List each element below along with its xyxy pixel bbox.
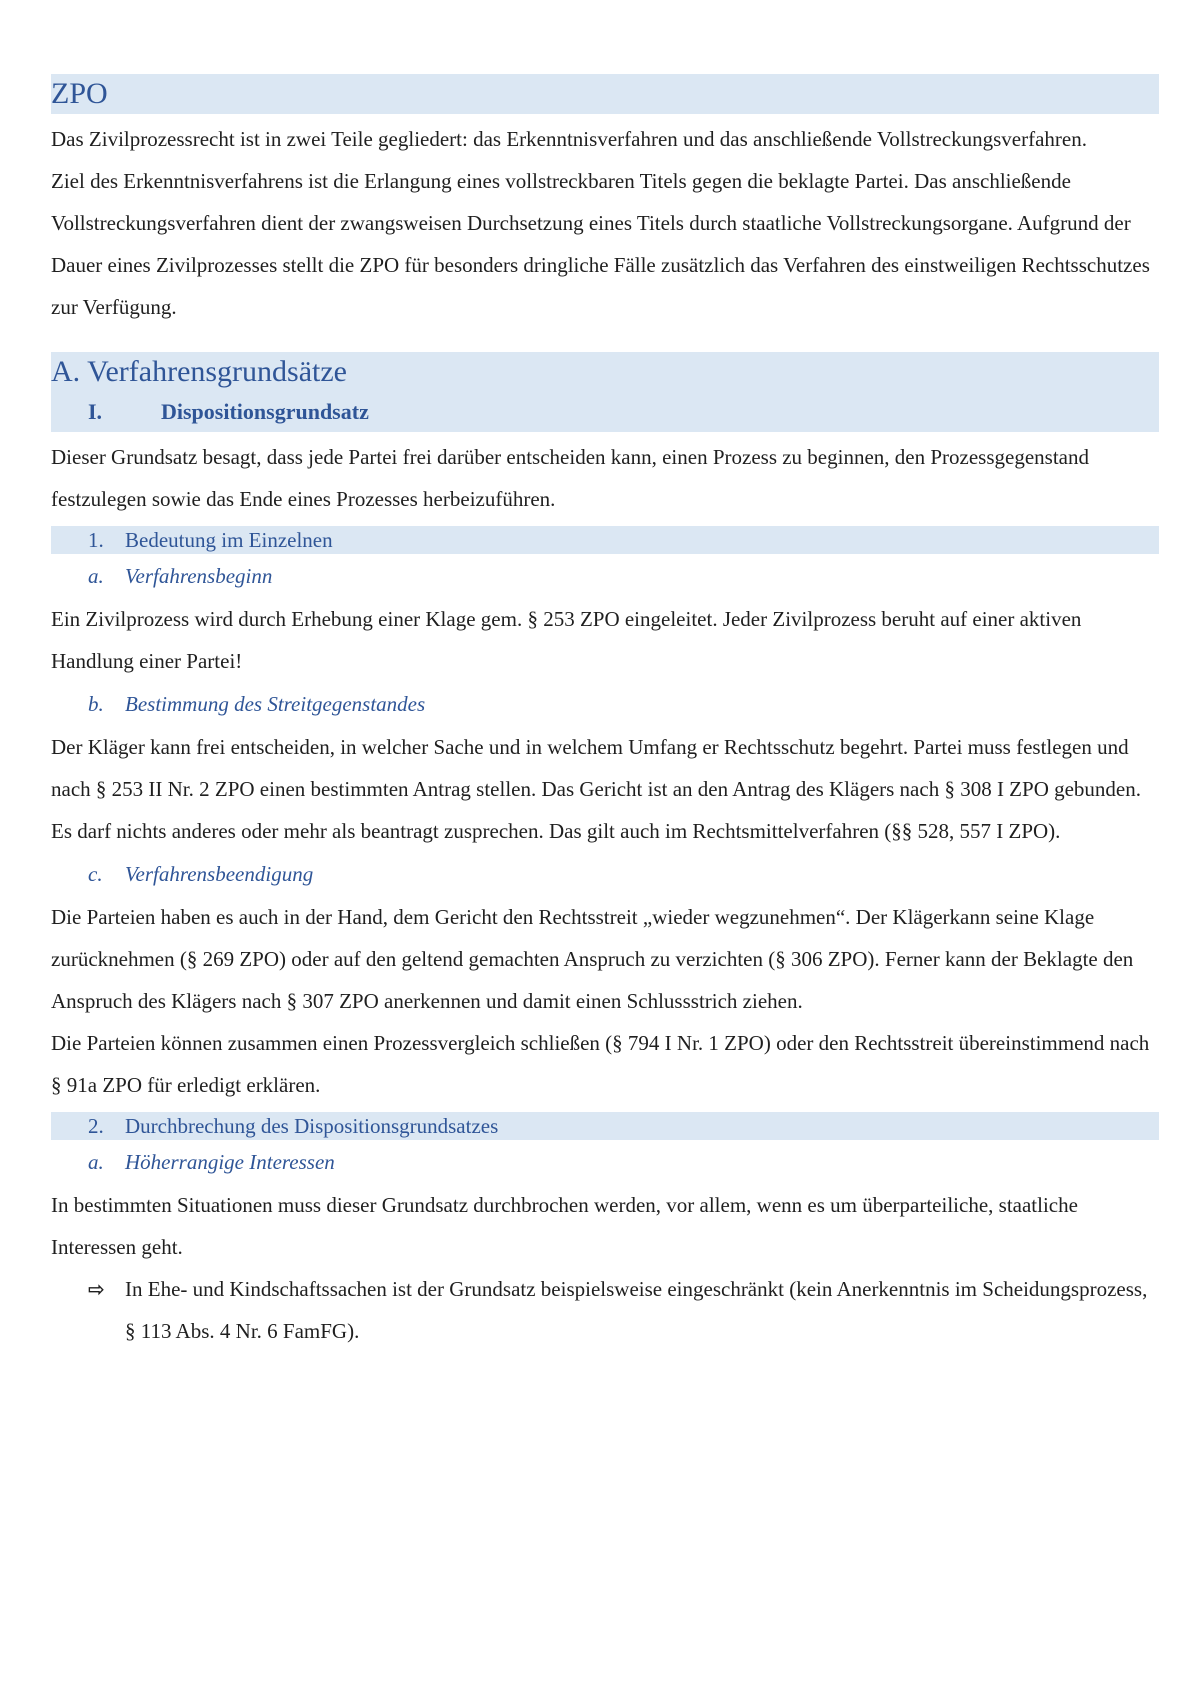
heading-text: Höherrangige Interessen bbox=[125, 1150, 335, 1174]
heading-number: b. bbox=[88, 692, 104, 716]
heading-dispositionsgrundsatz bbox=[51, 392, 1159, 432]
intro-paragraph-2: Ziel des Erkenntnisverfahrens ist die Erlangung eines vollstreckbaren Titels gegen die beklagte Partei. Das anschließende Vollstreckungsverfahren dient der zwangsweisen Durchsetzung eines Titels durch staatliche Vollstreckungsorgane. Aufgrund der Dauer eines Zivilprozesses stellt die ZPO für besonders dringliche Fälle zusätzlich das Verfahren des einstweiligen Rechtsschutzes zur Verfügung. bbox=[51, 169, 1150, 319]
bullet-text: In Ehe- und Kindschaftssachen ist der Grundsatz beispielsweise eingeschränkt (kein Anerkenntnis im Scheidungsprozess, § 113 Abs. 4 Nr. 6 FamFG). bbox=[125, 1277, 1148, 1343]
heading-durchbrechung bbox=[51, 1112, 1159, 1140]
verfahrensbeendigung-paragraph-1: Die Parteien haben es auch in der Hand, dem Gericht den Rechtsstreit „wieder wegzunehmen“. Der Klägerkann seine Klage zurücknehmen (§ 269 ZPO) oder auf den geltend gemachten Anspruch zu verzichten (§ 306 ZPO). Ferner kann der Beklagte den Anspruch des Klägers nach § 307 ZPO anerkennen und damit einen Schlussstrich ziehen. bbox=[51, 905, 1134, 1013]
heading-zpo: ZPO bbox=[51, 74, 1159, 114]
heading-number: a. bbox=[88, 564, 104, 588]
heading-number: c. bbox=[88, 862, 103, 886]
heading-number: a. bbox=[88, 1150, 104, 1174]
heading-text: Verfahrensbeginn bbox=[125, 564, 273, 588]
verfahrensbeendigung-paragraph-2: Die Parteien können zusammen einen Prozessvergleich schließen (§ 794 I Nr. 1 ZPO) oder den Rechtsstreit übereinstimmend nach § 91a ZPO für erledigt erklären. bbox=[51, 1031, 1150, 1097]
heading-verfahrensbeginn bbox=[51, 554, 1159, 598]
heading-text: Bedeutung im Einzelnen bbox=[125, 528, 333, 552]
heading-number: 1. bbox=[88, 528, 104, 552]
hoeherrangige-interessen-paragraph: In bestimmten Situationen muss dieser Grundsatz durchbrochen werden, vor allem, wenn es um überparteiliche, staatliche Interessen geht. bbox=[51, 1193, 1078, 1259]
heading-text: Bestimmung des Streitgegenstandes bbox=[125, 692, 426, 716]
heading-text: Durchbrechung des Dispositionsgrundsatzes bbox=[125, 1114, 499, 1138]
arrow-right-icon: ⇨ bbox=[88, 1277, 105, 1301]
heading-verfahrensgrundsaetze: A. Verfahrensgrundsätze bbox=[51, 352, 1159, 392]
heading-number: I. bbox=[88, 399, 103, 424]
dispositionsgrundsatz-paragraph: Dieser Grundsatz besagt, dass jede Partei frei darüber entscheiden kann, einen Prozess zu beginnen, den Prozessgegenstand festzulegen sowie das Ende eines Prozesses herbeizuführen. bbox=[51, 445, 1089, 511]
verfahrensbeginn-paragraph: Ein Zivilprozess wird durch Erhebung einer Klage gem. § 253 ZPO eingeleitet. Jeder Zivilprozess beruht auf einer aktiven Handlung einer Partei! bbox=[51, 607, 1082, 673]
heading-verfahrensbeendigung bbox=[51, 852, 1159, 896]
intro-paragraph-1: Das Zivilprozessrecht ist in zwei Teile gegliedert: das Erkenntnisverfahren und das anschließende Vollstreckungsverfahren. bbox=[51, 127, 1087, 151]
document-page bbox=[51, 74, 1159, 1352]
bullet-item bbox=[51, 1268, 1159, 1352]
streitgegenstand-paragraph: Der Kläger kann frei entscheiden, in welcher Sache und in welchem Umfang er Rechtsschutz begehrt. Partei muss festlegen und nach § 253 II Nr. 2 ZPO einen bestimmten Antrag stellen. Das Gericht ist an den Antrag des Klägers nach § 308 I ZPO gebunden. Es darf nichts anderes oder mehr als beantragt zusprechen. Das gilt auch im Rechtsmittelverfahren (§§ 528, 557 I ZPO). bbox=[51, 735, 1142, 843]
heading-text: Verfahrensbeendigung bbox=[125, 862, 314, 886]
heading-hoeherrangige-interessen bbox=[51, 1140, 1159, 1184]
heading-streitgegenstand bbox=[51, 682, 1159, 726]
heading-text: Dispositionsgrundsatz bbox=[161, 399, 369, 424]
heading-number: 2. bbox=[88, 1114, 104, 1138]
heading-bedeutung-im-einzelnen bbox=[51, 526, 1159, 554]
